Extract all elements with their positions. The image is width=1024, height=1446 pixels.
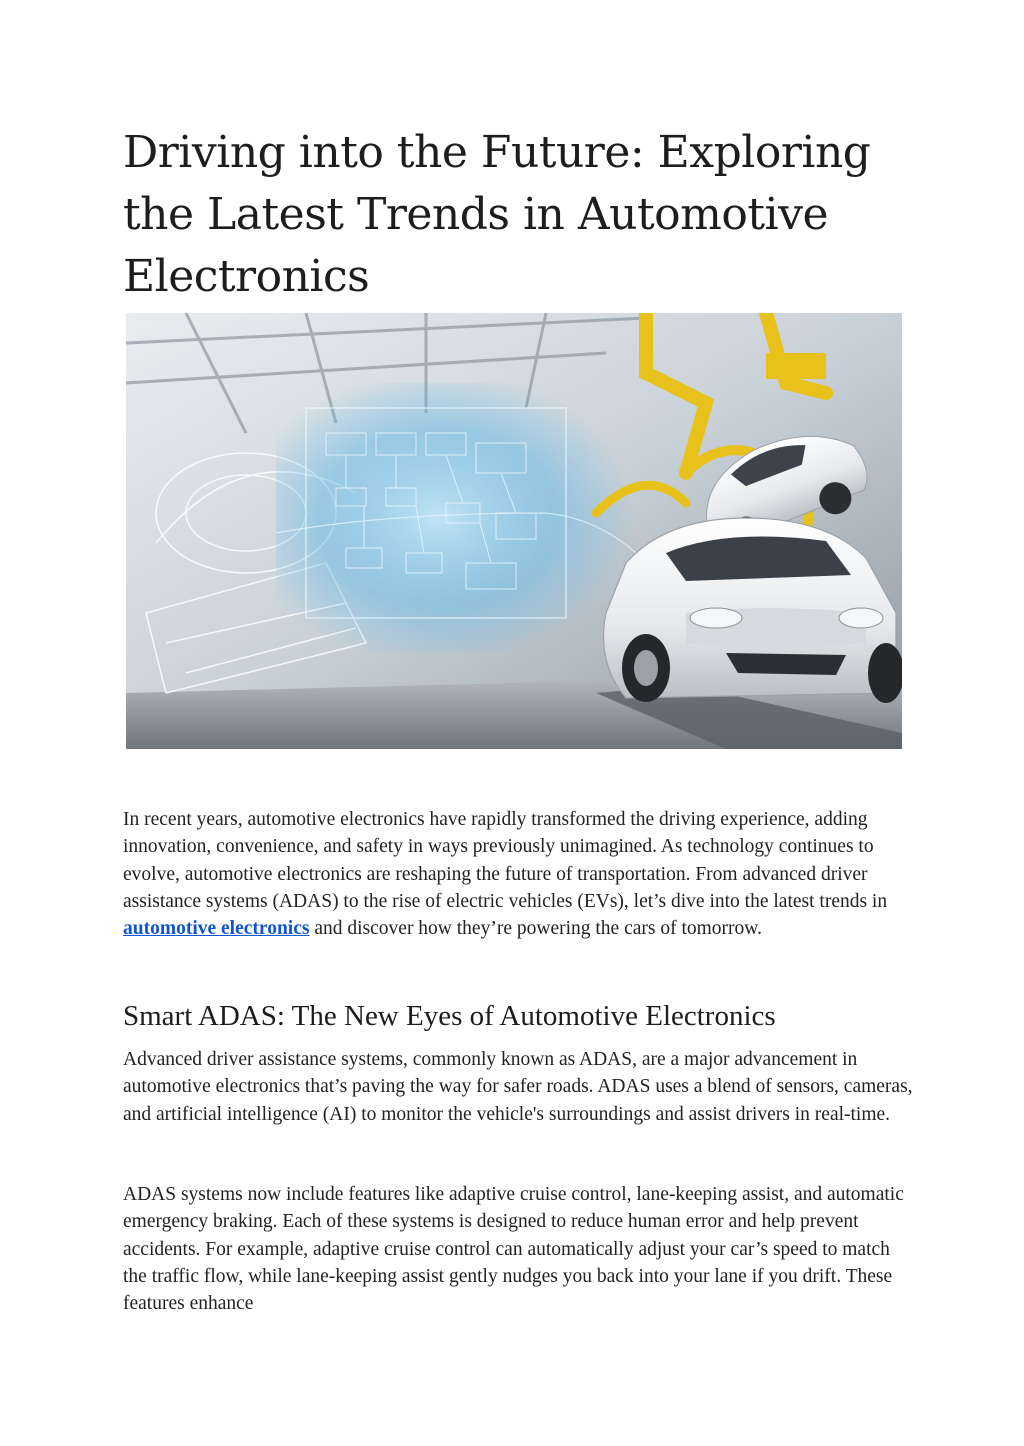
intro-text-after-link: and discover how they’re powering the cars of tomorrow. <box>309 918 762 940</box>
automotive-electronics-link[interactable]: automotive electronics <box>123 918 310 940</box>
hero-image <box>126 313 902 749</box>
adas-paragraph-1: Advanced driver assistance systems, commonly known as ADAS, are a major advancement in automotive electronics that’s paving the way for safer roads. ADAS uses a blend of sensors, cameras, and artificial intelligence (AI) to monitor the vehicle's surroundings and assist drivers in real-time. <box>123 1049 913 1125</box>
adas-paragraph-2: ADAS systems now include features like adaptive cruise control, lane-keeping assist, and automatic emergency braking. Each of these systems is designed to reduce human error and help prevent accidents. For example, adaptive cruise control can automatically adjust your car’s speed to match the traffic flow, while lane-keeping assist gently nudges you back into your lane if you drift. These features enhance <box>123 1184 904 1315</box>
section-heading-adas: Smart ADAS: The New Eyes of Automotive Electronics <box>123 1000 776 1032</box>
car-factory-hologram-image <box>126 313 902 749</box>
intro-paragraph <box>123 806 913 942</box>
page-title: Driving into the Future: Exploring the Latest Trends in Automotive Electronics <box>123 127 871 302</box>
hologram-circuit-panel <box>276 383 636 653</box>
intro-text-before-link: In recent years, automotive electronics have rapidly transformed the driving experience, adding innovation, convenience, and safety in ways previously unimagined. As technology continues to evolve, automotive electronics are reshaping the future of transportation. From advanced driver assistance systems (ADAS) to the rise of electric vehicles (EVs), let’s dive into the latest trends in <box>123 809 888 912</box>
